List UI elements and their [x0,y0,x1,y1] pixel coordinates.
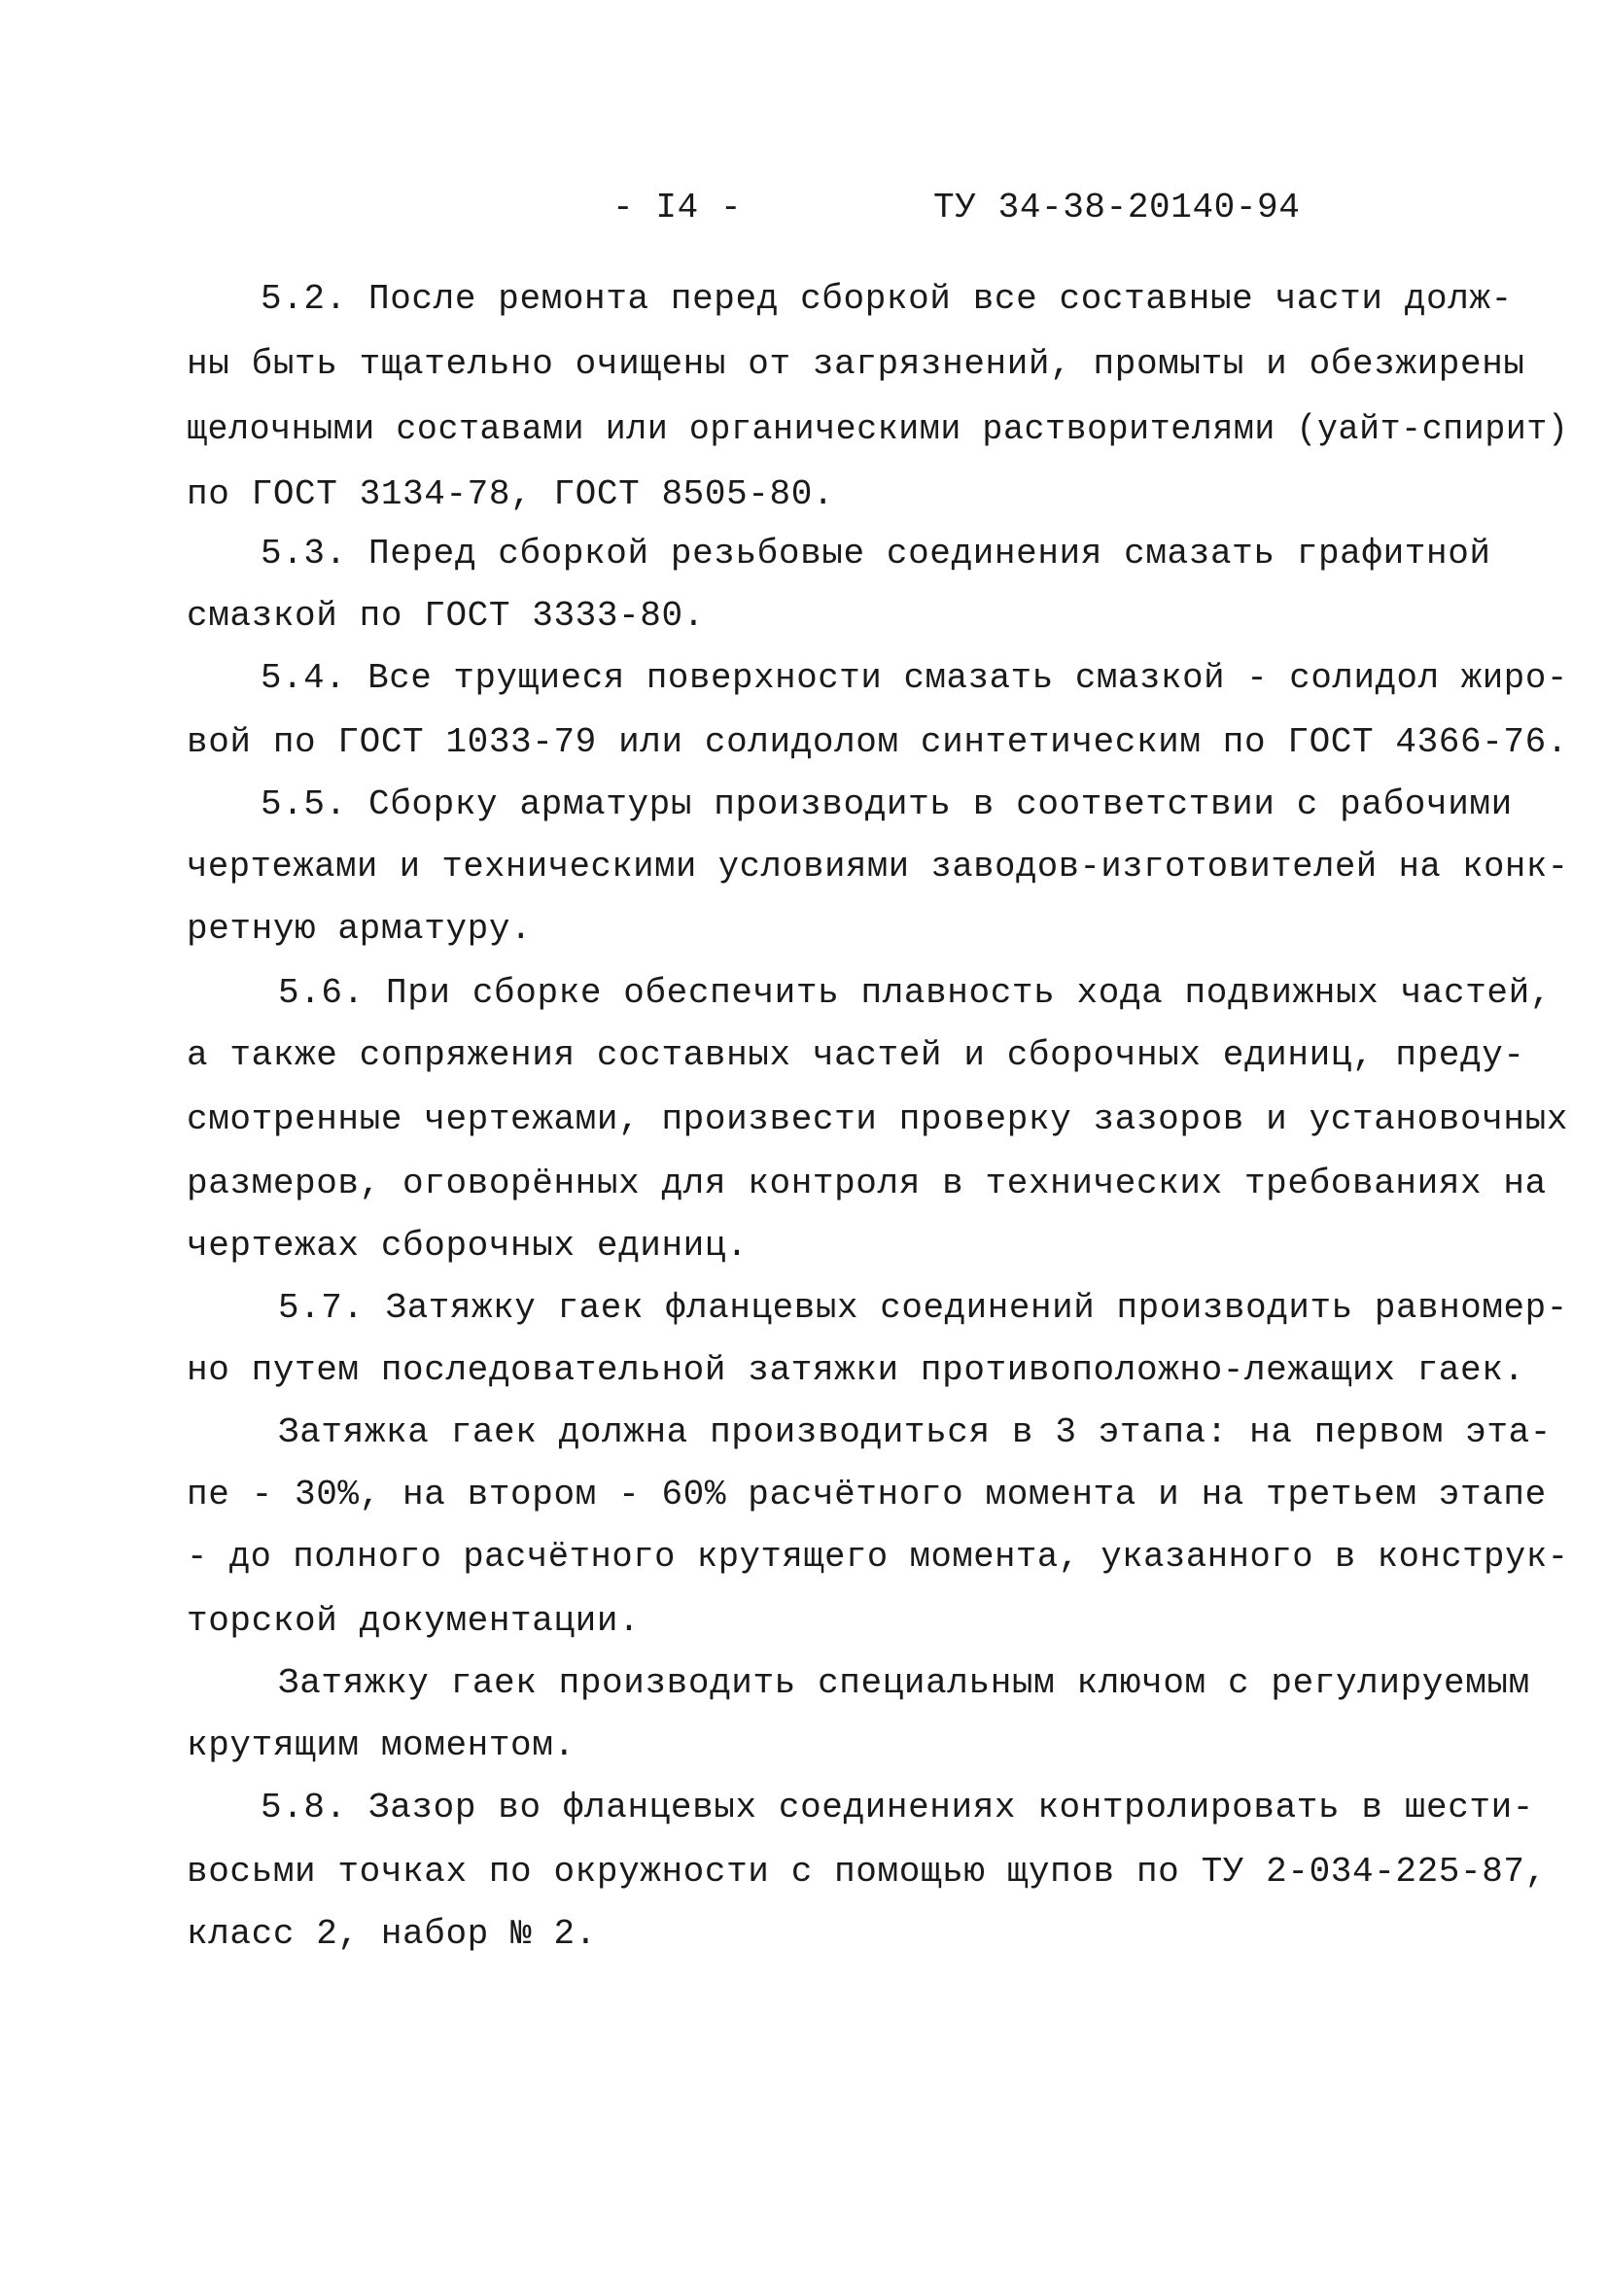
page-number: - I4 - [612,188,743,227]
text-line: 5.3. Перед сборкой резьбовые соединения смазать графитной [261,534,1491,574]
text-line: чертежами и техническими условиями заводов-изготовителей на конк- [187,847,1569,887]
text-line: по ГОСТ 3134-78, ГОСТ 8505-80. [187,474,835,514]
text-line: щелочными составами или органическими растворителями (уайт-спирит) [187,409,1569,449]
text-line: смотренные чертежами, произвести проверку зазоров и установочных [187,1099,1569,1139]
text-line: смазкой по ГОСТ 3333-80. [187,596,705,636]
text-line: пе - 30%, на втором - 60% расчётного момента и на третьем этапе [187,1475,1547,1514]
text-line: крутящим моментом. [187,1725,576,1765]
text-line: 5.4. Все трущиеся поверхности смазать смазкой - солидол жиро- [261,658,1568,698]
text-line: чертежах сборочных единиц. [187,1226,749,1266]
text-line: 5.2. После ремонта перед сборкой все составные части долж- [261,279,1513,319]
text-line: вой по ГОСТ 1033-79 или солидолом синтетическим по ГОСТ 4366-76. [187,722,1569,762]
text-line: восьми точках по окружности с помощью щупов по ТУ 2-034-225-87, [187,1852,1547,1892]
text-line: класс 2, набор № 2. [187,1914,597,1954]
text-line: размеров, оговорённых для контроля в технических требованиях на [187,1164,1547,1203]
text-line: 5.6. При сборке обеспечить плавность хода подвижных частей, [278,973,1553,1013]
text-line: а также сопряжения составных частей и сборочных единиц, преду- [187,1035,1525,1075]
text-line: торской документации. [187,1601,641,1641]
text-line: 5.8. Зазор во фланцевых соединениях контролировать в шести- [261,1788,1535,1827]
document-code: ТУ 34-38-20140-94 [933,188,1301,227]
text-line: - до полного расчётного крутящего момента, указанного в конструк- [187,1537,1569,1577]
text-line: но путем последовательной затяжки противоположно-лежащих гаек. [187,1350,1525,1390]
text-line: ны быть тщательно очищены от загрязнений, промыты и обезжирены [187,344,1525,384]
text-line: Затяжку гаек производить специальным ключом с регулируемым [278,1663,1530,1703]
text-line: 5.7. Затяжку гаек фланцевых соединений производить равномер- [278,1288,1568,1328]
text-line: Затяжка гаек должна производиться в 3 этапа: на первом эта- [278,1412,1553,1452]
text-line: 5.5. Сборку арматуры производить в соответствии с рабочими [261,784,1513,824]
text-line: ретную арматуру. [187,909,533,949]
